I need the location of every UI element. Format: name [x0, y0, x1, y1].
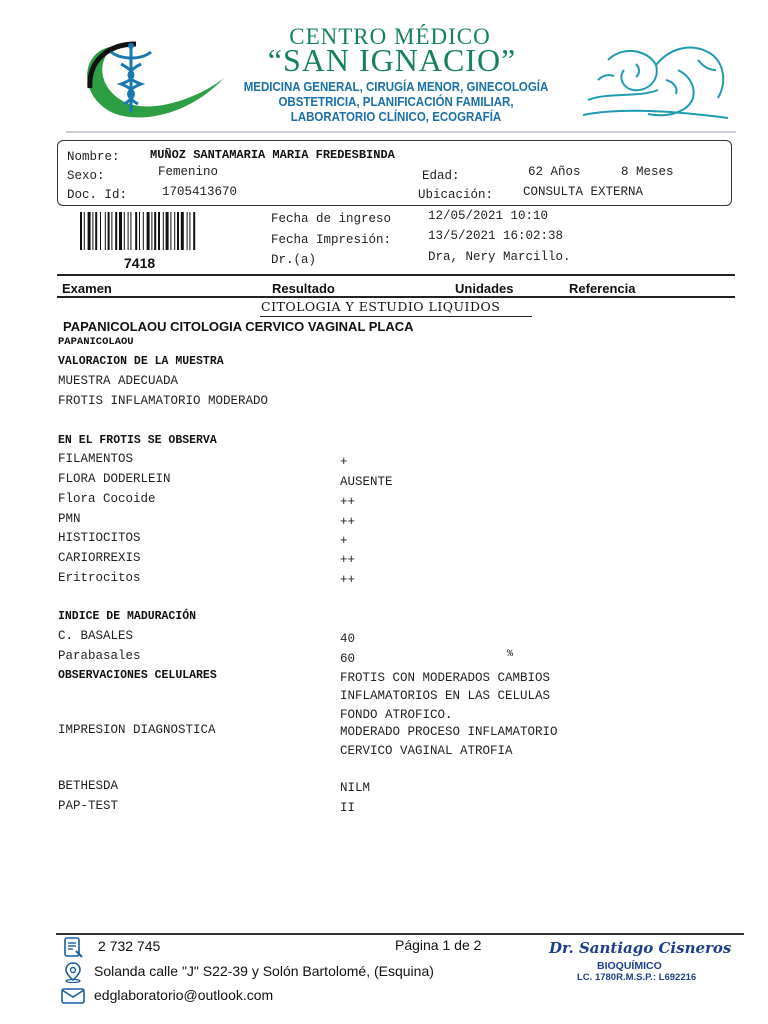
- section-title-underline: [260, 316, 532, 317]
- observa-row-label: PMN: [58, 512, 81, 526]
- age-label: Edad:: [422, 169, 460, 183]
- patient-age-months: 8 Meses: [621, 165, 674, 179]
- doctor-name: Dra, Nery Marcillo.: [428, 250, 571, 264]
- doc-label: Doc. Id:: [67, 188, 128, 202]
- clinic-title-line1: CENTRO MÉDICO: [289, 24, 491, 49]
- column-header-top-rule: [57, 274, 735, 276]
- observa-row-label: FLORA DODERLEIN: [58, 472, 171, 486]
- order-barcode: [80, 212, 226, 255]
- observa-row-value: +: [340, 455, 348, 469]
- barcode-icon: [80, 212, 226, 250]
- observa-header: EN EL FROTIS SE OBSERVA: [58, 434, 217, 447]
- observa-row-value: ++: [340, 515, 356, 529]
- basales-label: C. BASALES: [58, 629, 134, 643]
- observaciones-line: FONDO ATROFICO.: [340, 708, 453, 722]
- patient-sex: Femenino: [158, 165, 219, 179]
- print-date-label: Fecha Impresión:: [271, 233, 392, 247]
- indice-header: INDICE DE MADURACIÓN: [58, 610, 197, 623]
- signature-title: BIOQUÍMICO: [597, 960, 662, 972]
- clinic-title-line2: “SAN IGNACIO”: [267, 42, 517, 78]
- clinic-services-line2: OBSTETRICIA, PLANIFICACIÓN FAMILIAR,: [278, 95, 514, 109]
- doctor-label: Dr.(a): [271, 253, 317, 267]
- footer-phone: 2 732 745: [98, 938, 161, 954]
- observa-row-label: CARIORREXIS: [58, 551, 141, 565]
- observa-row-value: +: [340, 534, 348, 548]
- print-date: 13/5/2021 16:02:38: [428, 229, 564, 243]
- mother-baby-icon: [578, 30, 738, 125]
- observaciones-line: INFLAMATORIOS EN LAS CELULAS: [340, 689, 551, 703]
- parabasales-value: 60: [340, 652, 356, 666]
- entry-date: 12/05/2021 10:10: [428, 209, 549, 223]
- exam-title: PAPANICOLAOU CITOLOGIA CERVICO VAGINAL PLACA: [63, 319, 414, 334]
- footer-address: Solanda calle "J" S22-39 y Solón Bartolomé, (Esquina): [94, 963, 434, 979]
- clinic-services-line1: MEDICINA GENERAL, CIRUGÍA MENOR, GINECOLOGÍA: [243, 80, 549, 94]
- observa-row-label: HISTIOCITOS: [58, 531, 141, 545]
- clinic-services-line3: LABORATORIO CLÍNICO, ECOGRAFÍA: [290, 110, 502, 124]
- observa-row-label: Flora Cocoide: [58, 492, 156, 506]
- bethesda-label: BETHESDA: [58, 779, 119, 793]
- column-reference: Referencia: [569, 281, 636, 296]
- muestra-text: MUESTRA ADECUADA: [58, 374, 179, 388]
- patient-doc-id: 1705413670: [162, 185, 238, 199]
- column-units: Unidades: [455, 281, 514, 296]
- name-label: Nombre:: [67, 150, 120, 164]
- logo-caduceus: [76, 38, 226, 122]
- column-exam: Examen: [62, 281, 112, 296]
- page-number: Página 1 de 2: [395, 937, 482, 953]
- observaciones-line: FROTIS CON MODERADOS CAMBIOS: [340, 671, 551, 685]
- phone-icon: [62, 936, 84, 963]
- section-title: CITOLOGIA Y ESTUDIO LIQUIDOS: [261, 299, 501, 314]
- frotis-text: FROTIS INFLAMATORIO MODERADO: [58, 394, 269, 408]
- signature-license: LC. 1780R.M.S.P.: L692216: [577, 972, 697, 983]
- header-divider: [66, 131, 736, 133]
- bethesda-value: NILM: [340, 781, 371, 795]
- parabasales-unit: %: [507, 649, 514, 660]
- basales-value: 40: [340, 632, 356, 646]
- caduceus-icon: [76, 38, 226, 122]
- observa-row-label: FILAMENTOS: [58, 452, 134, 466]
- impresion-label: IMPRESION DIAGNOSTICA: [58, 723, 216, 737]
- footer-divider: [56, 933, 744, 935]
- observa-row-value: ++: [340, 553, 356, 567]
- patient-age-years: 62 Años: [528, 165, 581, 179]
- impresion-line: CERVICO VAGINAL ATROFIA: [340, 744, 513, 758]
- paptest-value: II: [340, 801, 356, 815]
- impresion-line: MODERADO PROCESO INFLAMATORIO: [340, 725, 558, 739]
- mother-child-illustration: [578, 30, 738, 125]
- column-result: Resultado: [272, 281, 335, 296]
- observaciones-header: OBSERVACIONES CELULARES: [58, 669, 217, 682]
- valoracion-header: VALORACION DE LA MUESTRA: [58, 355, 224, 368]
- observa-row-value: ++: [340, 495, 356, 509]
- patient-name: MUÑOZ SANTAMARIA MARIA FREDESBINDA: [150, 148, 395, 162]
- observa-row-label: Eritrocitos: [58, 571, 141, 585]
- observa-row-value: AUSENTE: [340, 475, 393, 489]
- email-icon: [61, 988, 85, 1009]
- entry-date-label: Fecha de ingreso: [271, 212, 392, 226]
- location-pin-icon: [62, 961, 84, 988]
- parabasales-label: Parabasales: [58, 649, 141, 663]
- barcode-number: 7418: [124, 255, 156, 271]
- papanicolaou-header: PAPANICOLAOU: [58, 336, 134, 348]
- column-header-bottom-rule: [57, 296, 735, 298]
- paptest-label: PAP-TEST: [58, 799, 119, 813]
- patient-location: CONSULTA EXTERNA: [523, 185, 644, 199]
- location-label: Ubicación:: [418, 188, 494, 202]
- observa-row-value: ++: [340, 573, 356, 587]
- signature-name: Dr. Santiago Cisneros: [549, 939, 732, 957]
- doctor-signature-stamp: [535, 936, 735, 988]
- sex-label: Sexo:: [67, 169, 105, 183]
- footer-email: edglaboratorio@outlook.com: [94, 987, 274, 1003]
